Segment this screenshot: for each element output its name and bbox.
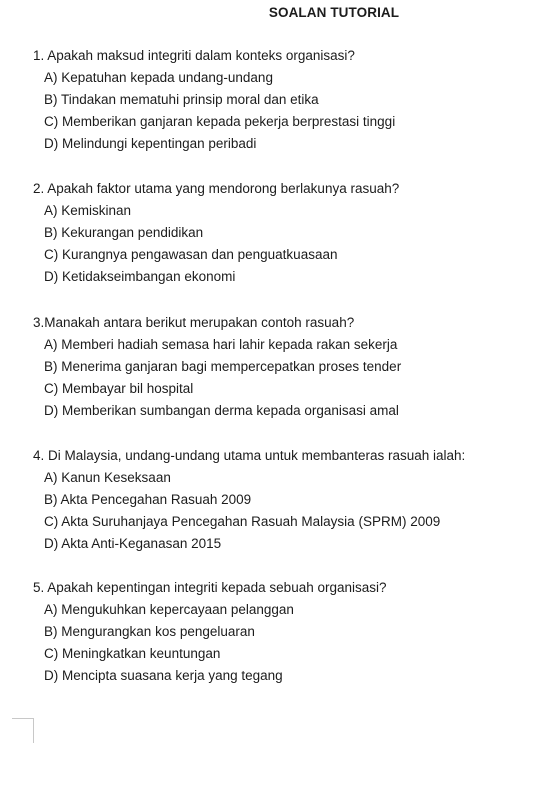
option-a: A) Mengukuhkan kepercayaan pelanggan: [44, 602, 294, 617]
option-c: C) Memberikan ganjaran kepada pekerja berprestasi tinggi: [44, 114, 396, 129]
page-corner-mark: [12, 718, 34, 743]
question-text: 2. Apakah faktor utama yang mendorong berlakunya rasuah?: [33, 181, 400, 196]
option-d: D) Ketidakseimbangan ekonomi: [44, 269, 236, 284]
option-a: A) Kemiskinan: [44, 203, 132, 218]
question-text: 5. Apakah kepentingan integriti kepada sebuah organisasi?: [33, 580, 387, 595]
option-d: D) Melindungi kepentingan peribadi: [44, 136, 257, 151]
question-text: 1. Apakah maksud integriti dalam konteks organisasi?: [33, 48, 355, 63]
option-b: B) Mengurangkan kos pengeluaran: [44, 624, 255, 639]
option-d: D) Memberikan sumbangan derma kepada organisasi amal: [44, 403, 399, 418]
option-a: A) Memberi hadiah semasa hari lahir kepada rakan sekerja: [44, 337, 398, 352]
option-b: B) Menerima ganjaran bagi mempercepatkan proses tender: [44, 359, 402, 374]
document-title: SOALAN TUTORIAL: [268, 5, 400, 20]
option-d: D) Akta Anti-Keganasan 2015: [44, 536, 222, 551]
option-c: C) Akta Suruhanjaya Pencegahan Rasuah Malaysia (SPRM) 2009: [44, 514, 441, 529]
option-a: A) Kepatuhan kepada undang-undang: [44, 70, 273, 85]
option-c: C) Kurangnya pengawasan dan penguatkuasaan: [44, 247, 338, 262]
option-b: B) Kekurangan pendidikan: [44, 225, 204, 240]
question-text: 4. Di Malaysia, undang-undang utama untuk membanteras rasuah ialah:: [33, 448, 466, 463]
option-c: C) Meningkatkan keuntungan: [44, 646, 221, 661]
question-text: 3.Manakah antara berikut merupakan contoh rasuah?: [33, 315, 355, 330]
option-a: A) Kanun Keseksaan: [44, 470, 171, 485]
option-b: B) Akta Pencegahan Rasuah 2009: [44, 492, 252, 507]
option-c: C) Membayar bil hospital: [44, 381, 194, 396]
option-b: B) Tindakan mematuhi prinsip moral dan etika: [44, 92, 319, 107]
option-d: D) Mencipta suasana kerja yang tegang: [44, 668, 283, 683]
